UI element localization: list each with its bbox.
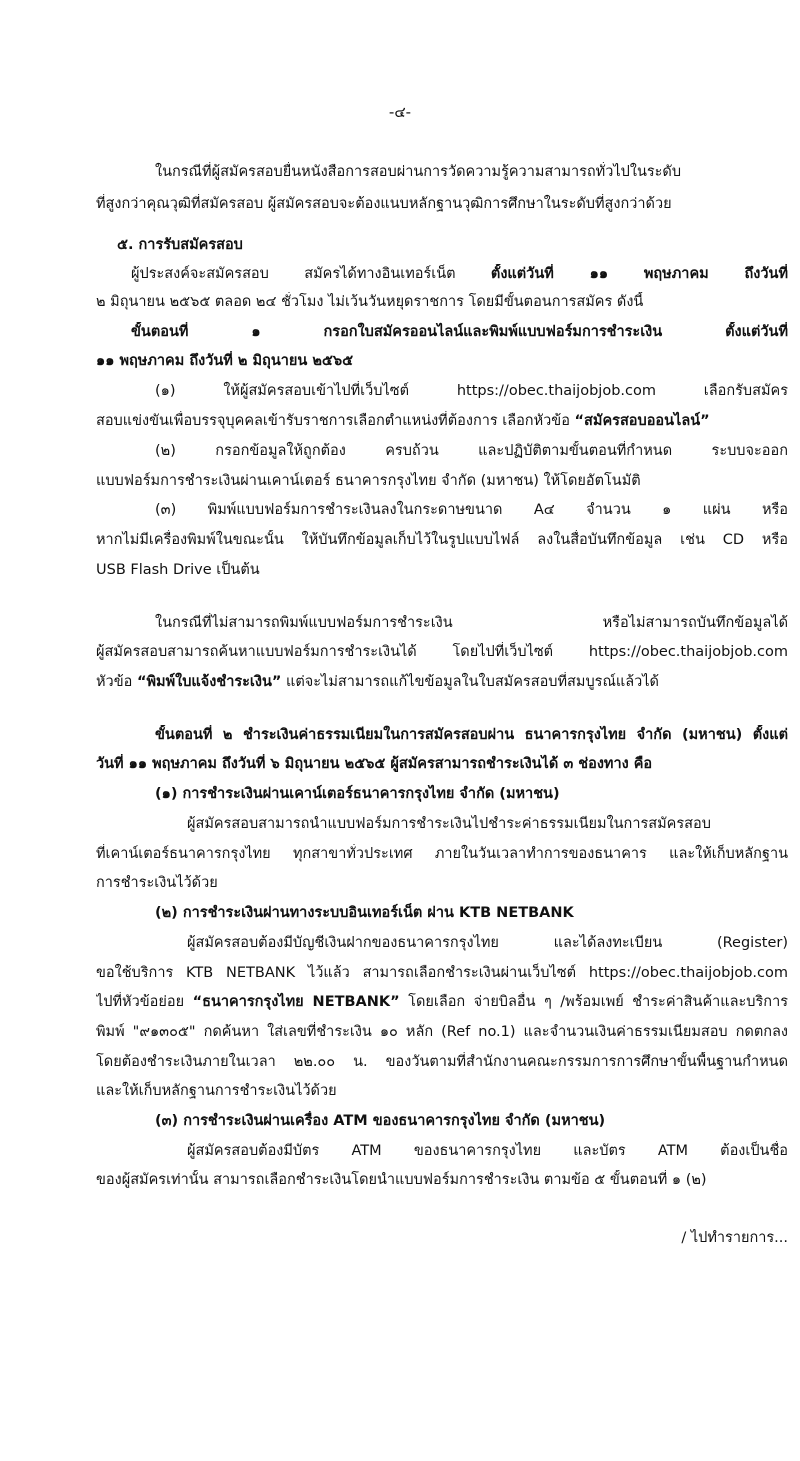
section-5-line-2: ๒ มิถุนายน ๒๕๖๕ ตลอด ๒๔ ชั่วโมง ไม่เว้นวันหยุดราชการ โดยมีขั้นตอนการสมัคร ดังนี้ (96, 294, 644, 310)
channel-2-line-2: ขอใช้บริการ KTB NETBANK ไว้แล้ว สามารถเลือกชำระเงินผ่านเว็บไซต์ https://obec.thaijobjob.com (96, 965, 788, 981)
note-line-3-suffix: แต่จะไม่สามารถแก้ไขข้อมูลในใบสมัครสอบที่สมบูรณ์แล้วได้ (281, 674, 659, 690)
step-2-heading-line-1: ขั้นตอนที่ ๒ ชำระเงินค่าธรรมเนียมในการสมัครสอบผ่าน ธนาคารกรุงไทย จำกัด (มหาชน) ตั้งแต่ (155, 727, 788, 743)
intro-line-1: ในกรณีที่ผู้สมัครสอบยื่นหนังสือการสอบผ่านการวัดความรู้ความสามารถทั่วไปในระดับ (155, 164, 682, 180)
channel-3-line-1: ผู้สมัครสอบต้องมีบัตร ATM ของธนาคารกรุงไทย และบัตร ATM ต้องเป็นชื่อ (187, 1143, 788, 1159)
note-line-2: ผู้สมัครสอบสามารถค้นหาแบบฟอร์มการชำระเงินได้ โดยไปที่เว็บไซต์ https://obec.thaijobjob.com (96, 644, 788, 660)
section-5-line-1-text: ผู้ประสงค์จะสมัครสอบ สมัครได้ทางอินเทอร์เน็ต (131, 266, 491, 282)
channel-3-line-2: ของผู้สมัครเท่านั้น สามารถเลือกชำระเงินโดยนำแบบฟอร์มการชำระเงิน ตามข้อ ๕ ขั้นตอนที่ ๑ (๒) (96, 1172, 707, 1188)
channel-2-line-3 (96, 992, 788, 1012)
step-2-heading-line-2: วันที่ ๑๑ พฤษภาคม ถึงวันที่ ๖ มิถุนายน ๒๕๖๕ ผู้สมัครสามารถชำระเงินได้ ๓ ช่องทาง คือ (96, 756, 653, 772)
channel-1-heading: (๑) การชำระเงินผ่านเคาน์เตอร์ธนาคารกรุงไทย จำกัด (มหาชน) (155, 786, 560, 802)
channel-2-heading: (๒) การชำระเงินผ่านทางระบบอินเทอร์เน็ต ผ่าน KTB NETBANK (155, 905, 574, 921)
channel-2-line-3-prefix: ไปที่หัวข้อย่อย (96, 994, 193, 1010)
channel-2-line-4: พิมพ์ "๙๑๓๐๕" กดค้นหา ใส่เลขที่ชำระเงิน ๑๐ หลัก (Ref no.1) และจำนวนเงินค่าธรรมเนียมสอบ กดตกลง (96, 1024, 788, 1040)
channel-1-line-3: การชำระเงินไว้ด้วย (96, 875, 218, 891)
channel-1-line-2: ที่เคาน์เตอร์ธนาคารกรุงไทย ทุกสาขาทั่วประเทศ ภายในวันเวลาทำการของธนาคาร และให้เก็บหลักฐาน (96, 846, 788, 862)
channel-2-line-1: ผู้สมัครสอบต้องมีบัญชีเงินฝากของธนาคารกรุงไทย และได้ลงทะเบียน (Register) (187, 935, 788, 951)
application-dates: ตั้งแต่วันที่ ๑๑ พฤษภาคม ถึงวันที่ (490, 266, 788, 282)
print-payment-slip-topic: “พิมพ์ใบแจ้งชำระเงิน” (136, 674, 282, 690)
step-1-item-1-line-2 (96, 411, 788, 431)
channel-2-line-6: และให้เก็บหลักฐานการชำระเงินไว้ด้วย (96, 1083, 337, 1099)
channel-3-heading: (๓) การชำระเงินผ่านเครื่อง ATM ของธนาคารกรุงไทย จำกัด (มหาชน) (155, 1113, 606, 1129)
channel-2-line-3-suffix: โดยเลือก จ่ายบิลอื่น ๆ /พร้อมเพย์ ชำระค่าสินค้าและบริการ (399, 994, 788, 1010)
step-1-item-2-line-2: แบบฟอร์มการชำระเงินผ่านเคาน์เตอร์ ธนาคารกรุงไทย จำกัด (มหาชน) ให้โดยอัตโนมัติ (96, 473, 641, 489)
channel-1-line-1: ผู้สมัครสอบสามารถนำแบบฟอร์มการชำระเงินไปชำระค่าธรรมเนียมในการสมัครสอบ (187, 816, 711, 832)
online-apply-topic: “สมัครสอบออนไลน์” (574, 413, 710, 429)
channel-2-line-5: โดยต้องชำระเงินภายในเวลา ๒๒.๐๐ น. ของวันตามที่สำนักงานคณะกรรมการการศึกษาขั้นพื้นฐานกำหนด (96, 1054, 788, 1070)
continuation-marker: / ไปทำรายการ... (681, 1230, 788, 1246)
intro-line-2: ที่สูงกว่าคุณวุฒิที่สมัครสอบ ผู้สมัครสอบจะต้องแนบหลักฐานวุฒิการศึกษาในระดับที่สูงกว่าด้วย (96, 196, 672, 212)
step-1-heading-line-1: ขั้นตอนที่ ๑ กรอกใบสมัครออนไลน์และพิมพ์แบบฟอร์มการชำระเงิน ตั้งแต่วันที่ (131, 324, 788, 340)
step-1-item-3-line-2: หากไม่มีเครื่องพิมพ์ในขณะนั้น ให้บันทึกข้อมูลเก็บไว้ในรูปแบบไฟล์ ลงในสื่อบันทึกข้อมูล เช่น CD หรือ (96, 532, 788, 548)
ktb-netbank-topic: “ธนาคารกรุงไทย NETBANK” (192, 994, 400, 1010)
section-5-line-1 (131, 264, 788, 284)
section-5-heading: ๕. การรับสมัครสอบ (117, 237, 243, 253)
step-1-item-3-line-3: USB Flash Drive เป็นต้น (96, 562, 260, 578)
page-number: -๔- (388, 103, 412, 121)
step-1-heading-line-2: ๑๑ พฤษภาคม ถึงวันที่ ๒ มิถุนายน ๒๕๖๕ (96, 353, 354, 369)
note-line-3-prefix: หัวข้อ (96, 674, 137, 690)
note-line-3 (96, 672, 788, 692)
step-1-item-3-line-1: (๓) พิมพ์แบบฟอร์มการชำระเงินลงในกระดาษขนาด A๔ จำนวน ๑ แผ่น หรือ (155, 502, 788, 518)
step-1-item-2-line-1: (๒) กรอกข้อมูลให้ถูกต้อง ครบถ้วน และปฏิบัติตามขั้นตอนที่กำหนด ระบบจะออก (155, 443, 788, 459)
step-1-item-1-text: สอบแข่งขันเพื่อบรรจุบุคคลเข้ารับราชการเลือกตำแหน่งที่ต้องการ เลือกหัวข้อ (96, 413, 575, 429)
note-line-1: ในกรณีที่ไม่สามารถพิมพ์แบบฟอร์มการชำระเงิน หรือไม่สามารถบันทึกข้อมูลได้ (155, 615, 788, 631)
step-1-item-1-line-1: (๑) ให้ผู้สมัครสอบเข้าไปที่เว็บไซต์ https://obec.thaijobjob.com เลือกรับสมัคร (155, 383, 788, 399)
